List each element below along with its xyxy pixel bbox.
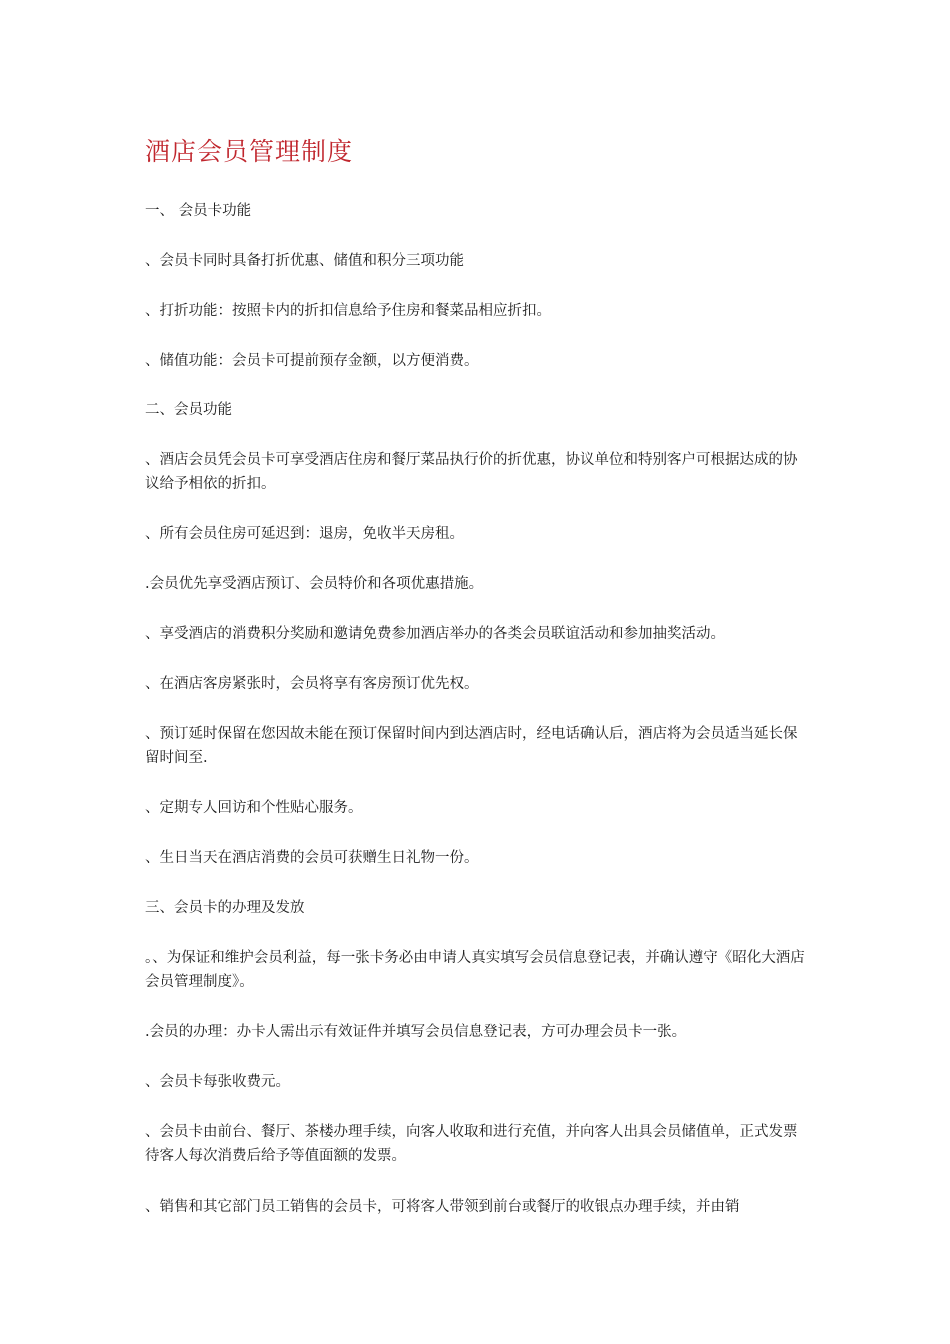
paragraph: 、会员卡每张收费元。 xyxy=(145,1074,290,1090)
paragraph: 。、为保证和维护会员利益，每一张卡务必由申请人真实填写会员信息登记表，并确认遵守《昭化大酒店会员管理制度》。 xyxy=(145,950,805,990)
paragraph: 、定期专人回访和个性贴心服务。 xyxy=(145,800,363,816)
paragraph: 、享受酒店的消费积分奖励和邀请免费参加酒店举办的各类会员联谊活动和参加抽奖活动。 xyxy=(145,626,725,642)
section-heading: 三、会员卡的办理及发放 xyxy=(145,900,305,916)
document-title: 酒店会员管理制度 xyxy=(145,137,354,166)
section-heading: 一、 会员卡功能 xyxy=(145,203,252,219)
section-heading: 二、会员功能 xyxy=(145,402,232,418)
paragraph: 、打折功能：按照卡内的折扣信息给予住房和餐菜品相应折扣。 xyxy=(145,303,551,319)
paragraph: 、储值功能：会员卡可提前预存金额，以方便消费。 xyxy=(145,353,479,369)
paragraph: 、销售和其它部门员工销售的会员卡，可将客人带领到前台或餐厅的收银点办理手续，并由销 xyxy=(145,1199,740,1215)
paragraph: .会员的办理：办卡人需出示有效证件并填写会员信息登记表，方可办理会员卡一张。 xyxy=(145,1024,687,1040)
paragraph: 、在酒店客房紧张时，会员将享有客房预订优先权。 xyxy=(145,676,479,692)
paragraph: 、会员卡同时具备打折优惠、储值和积分三项功能 xyxy=(145,253,464,269)
paragraph: 、酒店会员凭会员卡可享受酒店住房和餐厅菜品执行价的折优惠，协议单位和特别客户可根据达成的协议给予相依的折扣。 xyxy=(145,452,798,492)
paragraph: 、会员卡由前台、餐厅、茶楼办理手续，向客人收取和进行充值，并向客人出具会员储值单，正式发票待客人每次消费后给予等值面额的发票。 xyxy=(145,1124,798,1164)
paragraph: 、所有会员住房可延迟到：退房，免收半天房租。 xyxy=(145,526,464,542)
paragraph: .会员优先享受酒店预订、会员特价和各项优惠措施。 xyxy=(145,576,484,592)
paragraph: 、生日当天在酒店消费的会员可获赠生日礼物一份。 xyxy=(145,850,479,866)
paragraph: 、预订延时保留在您因故未能在预订保留时间内到达酒店时，经电话确认后，酒店将为会员适当延长保留时间至. xyxy=(145,726,798,766)
